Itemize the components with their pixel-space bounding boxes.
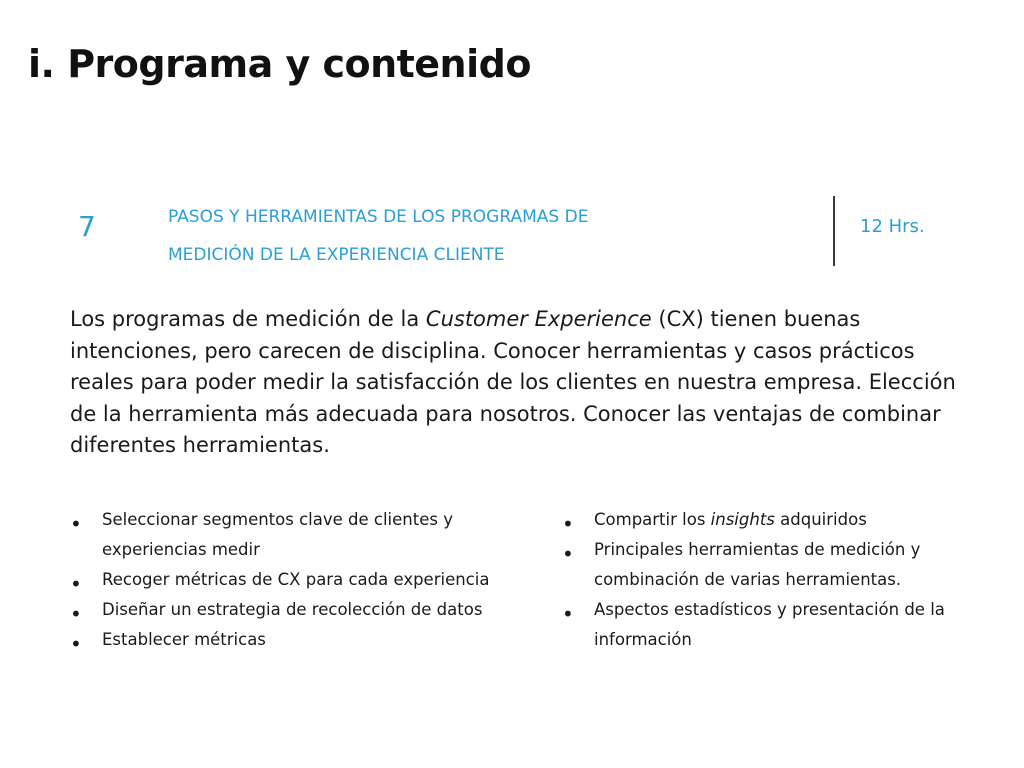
module-heading (168, 198, 728, 274)
bullet-text-after: adquiridos (774, 510, 867, 529)
bullet-dot: • (70, 632, 82, 656)
bullet-dot: • (562, 512, 574, 536)
bullet-dot: • (70, 512, 82, 536)
module-heading-line-1: PASOS Y HERRAMIENTAS DE LOS PROGRAMAS DE (168, 207, 589, 227)
bullet-list-left (70, 505, 490, 655)
bullet-text-before: Compartir los (594, 510, 711, 529)
bullet-dot: • (562, 602, 574, 626)
bullet-item (70, 505, 490, 565)
description-text-italic: Customer Experience (425, 307, 652, 331)
bullet-text: Recoger métricas de CX para cada experiencia (102, 570, 490, 589)
slide-title: i. Programa y contenido (28, 42, 531, 86)
bullet-dot: • (562, 542, 574, 566)
description-text-after: (CX) tienen buenas intenciones, pero carecen de disciplina. Conocer herramientas y casos prácticos reales para poder medir la satisfacción de los clientes en nuestra empresa. Elección de la herramienta más adecuada para nosotros. Conocer las ventajas de combinar diferentes herramientas. (70, 307, 956, 457)
bullet-text: Principales herramientas de medición y combinación de varias herramientas. (594, 540, 921, 589)
bullet-item (70, 595, 490, 625)
bullet-item (562, 595, 982, 655)
bullet-dot: • (70, 572, 82, 596)
bullet-text-italic: insights (710, 510, 775, 529)
bullet-text: Seleccionar segmentos clave de clientes y experiencias medir (102, 510, 453, 559)
vertical-divider (833, 196, 835, 266)
module-description (70, 304, 970, 462)
description-text-before: Los programas de medición de la (70, 307, 426, 331)
bullet-item (70, 625, 490, 655)
module-heading-line-2: MEDICIÓN DE LA EXPERIENCIA CLIENTE (168, 245, 505, 265)
bullet-text: Establecer métricas (102, 630, 266, 649)
bullet-item (562, 505, 982, 535)
module-hours: 12 Hrs. (860, 216, 925, 237)
bullet-dot: • (70, 602, 82, 626)
bullet-text: Diseñar un estrategia de recolección de datos (102, 600, 483, 619)
bullet-text: Aspectos estadísticos y presentación de la información (594, 600, 945, 649)
bullet-list-right (562, 505, 982, 655)
bullet-item (70, 565, 490, 595)
module-number: 7 (78, 210, 96, 243)
bullet-item (562, 535, 982, 595)
